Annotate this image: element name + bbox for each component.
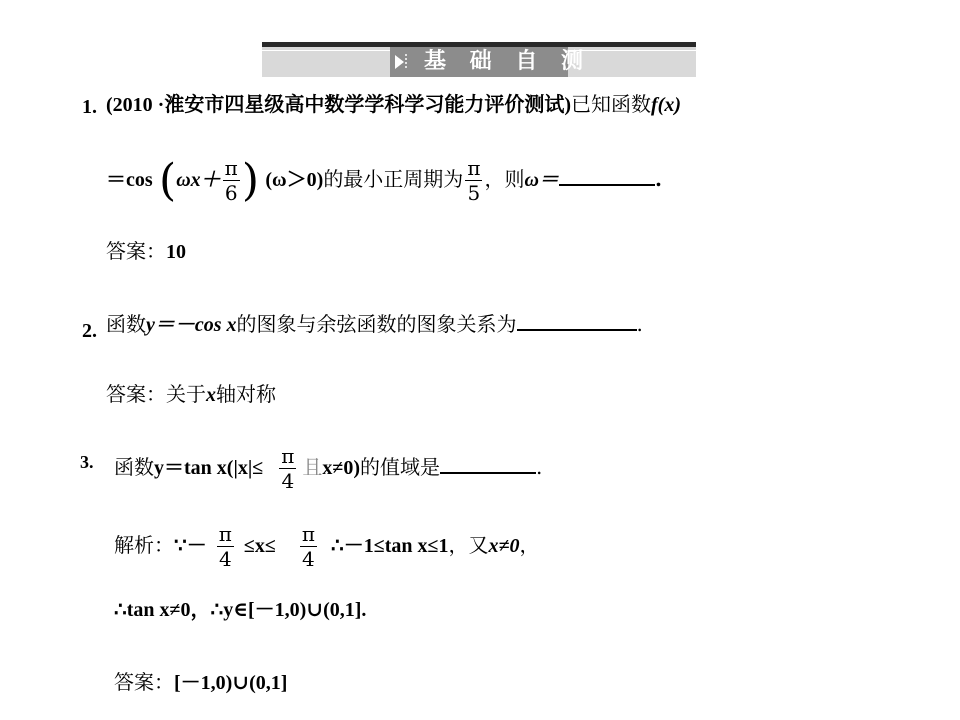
fraction-pi-over-4-a: $\frac{\pi}{4}$ [218,522,232,571]
period-text: 的最小正周期为 [323,167,464,191]
question-1-line-2: ＝cos (ωx＋ $\frac{\pi}{6}$ ) (ω＞0)的最小正周期为 $\frac{\pi}{5}$ ，则ω＝ . [106,154,662,206]
omega-equals: ω＝ [524,169,559,191]
answer-value: [－1,0)∪(0,1] [174,672,288,694]
question-2-answer: 答案：关于x轴对称 [106,382,276,406]
question-3-answer [114,668,287,697]
question-1-number: 1. [82,96,97,118]
y-equals-tan: y＝tan x(|x|≤ [154,457,264,479]
question-1-answer [106,237,186,266]
question-2-line: 函数y＝－cos x的图象与余弦函数的图象关系为 . [106,312,643,336]
answer-blank-1 [559,166,655,186]
answer-label: 答案： [106,239,166,263]
question-3-analysis-line-2: ∴tan x≠0，∴y∈[－1,0)∪(0,1]. [114,599,367,621]
question-1-cos: ＝cos [106,169,153,191]
question-1-line-1 [106,90,681,119]
left-paren: ( [159,154,177,206]
question-1-source: (2010 ·淮安市四星级高中数学学科学习能力评价测试) [106,94,571,116]
fraction-pi-over-4: $\frac{\pi}{4}$ [281,444,295,493]
play-arrow-icon [394,53,408,71]
analysis-label: 解析： [114,533,174,557]
section-title: 基 础 自 测 [424,49,591,74]
question-2-number: 2. [82,320,97,342]
answer-label: 答案： [114,670,174,694]
omega-x: ωx＋ [176,169,221,191]
question-3-line: 函数y＝tan x(|x|≤ $\frac{\pi}{4}$ 且x≠0)的值域是 . [114,444,543,493]
right-paren: ) [241,154,259,206]
omega-condition: (ω＞0) [265,169,324,191]
question-1-intro: 已知函数 [571,92,651,116]
question-3-number: 3. [80,452,94,472]
then-text: ，则 [484,167,525,191]
question-3-analysis: 解析：∵－ $\frac{\pi}{4}$ ≤x≤ $\frac{\pi}{4}$ ∴－1≤tan x≤1，又x≠0， [114,522,540,571]
banner-tab [390,47,591,77]
answer-value: 10 [166,241,186,263]
fraction-pi-over-4-b: $\frac{\pi}{4}$ [301,522,315,571]
answer-blank-2 [517,311,637,331]
fraction-pi-over-6: $\frac{\pi}{6}$ [224,156,238,205]
answer-blank-3 [440,454,536,474]
section-banner [262,42,696,77]
y-equals-neg-cos: y＝－cos x [146,314,237,336]
answer-label: 答案： [106,382,166,406]
question-1-function: f(x) [651,94,681,116]
fraction-pi-over-5: $\frac{\pi}{5}$ [467,156,481,205]
